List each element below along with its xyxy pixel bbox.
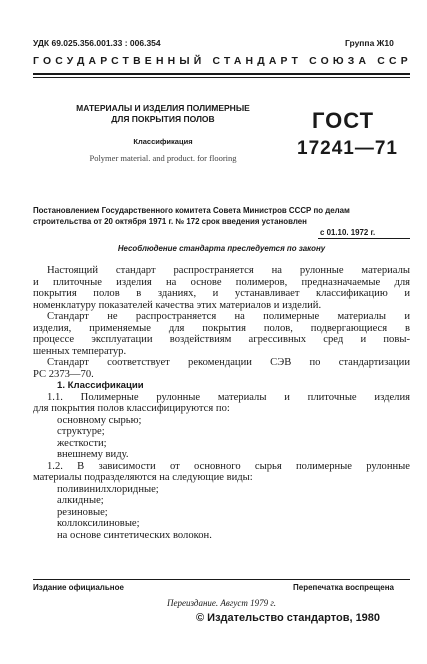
list-item: поливинилхлоридные; xyxy=(57,483,159,495)
body-line: материалы подразделяются на следующие виды: xyxy=(33,472,253,483)
body-line: 1.1. Полимерные рулонные материалы и плиточные изделия xyxy=(47,391,410,403)
list-item: резиновые; xyxy=(57,506,108,518)
list-item: структуре; xyxy=(57,426,105,437)
official-edition: Издание официальное xyxy=(33,583,124,592)
reissue-note: Переиздание. Август 1979 г. xyxy=(167,598,276,608)
body-line: Стандарт не распространяется на полимерные материалы и xyxy=(47,311,410,322)
document-subtitle: Классификация xyxy=(133,137,193,146)
gost-number: 17241—71 xyxy=(297,138,398,159)
footer-rule xyxy=(33,579,410,580)
list-item: основному сырью; xyxy=(57,414,142,426)
group-code: Группа Ж10 xyxy=(345,38,394,48)
penalty-notice: Несоблюдение стандарта преследуется по закону xyxy=(117,244,326,253)
list-item: жесткости; xyxy=(57,437,107,449)
standard-title: ГОСУДАРСТВЕННЫЙ СТАНДАРТ СОЮЗА ССР xyxy=(33,56,412,67)
list-item: коллоксилиновые; xyxy=(57,518,140,529)
list-item: алкидные; xyxy=(57,495,104,506)
decree-line-1: Постановлением Государственного комитета Совета Министров СССР по делам xyxy=(33,206,350,215)
body-line: Настоящий стандарт распространяется на рулонные материалы xyxy=(47,265,410,276)
body-line: номенклатуру показателей качества этих материалов и изделий. xyxy=(33,299,322,311)
body-line: покрытия полов в зданиях, и устанавливает классификацию и xyxy=(33,288,410,299)
document-title xyxy=(33,103,293,125)
list-item: внешнему виду. xyxy=(57,449,129,460)
gost-label: ГОСТ xyxy=(312,108,375,133)
effective-date: с 01.10. 1972 г. xyxy=(320,228,376,237)
reprint-notice: Перепечатка воспрещена xyxy=(293,583,394,592)
body-text xyxy=(33,265,410,541)
body-line: шенных температур. xyxy=(33,345,127,357)
title-line-1: МАТЕРИАЛЫ И ИЗДЕЛИЯ ПОЛИМЕРНЫЕ xyxy=(76,103,250,113)
body-line: для покрытия полов классифицируются по: xyxy=(33,403,230,414)
decree-text xyxy=(33,205,410,227)
publisher-copyright: © Издательство стандартов, 1980 xyxy=(196,612,381,624)
body-line: процессе эксплуатации воздействиям агрессивных сред и повы- xyxy=(33,334,410,345)
udk-code: УДК 69.025.356.001.33 : 006.354 xyxy=(33,38,161,48)
body-line: Стандарт соответствует рекомендации СЭВ по стандартизации xyxy=(47,357,410,368)
section-heading: 1. Классификации xyxy=(57,380,144,391)
list-item: на основе синтетических волокон. xyxy=(57,529,212,541)
decree-line-2: строительства от 20 октября 1971 г. № 172 срок введения установлен xyxy=(33,217,307,226)
body-line: 1.2. В зависимости от основного сырья полимерные рулонные xyxy=(47,460,410,472)
header-rule-thin xyxy=(33,77,410,78)
body-line: РС 2373—70. xyxy=(33,368,94,380)
effective-date-underline xyxy=(318,238,410,239)
header-rule-thick xyxy=(33,73,410,75)
title-line-2: ДЛЯ ПОКРЫТИЯ ПОЛОВ xyxy=(111,114,215,124)
english-title: Polymer material. and product. for flooring xyxy=(89,153,237,163)
body-line: изделия, применяемые для покрытия полов, подвергающиеся в xyxy=(33,322,410,334)
body-line: и плиточные изделия на основе полимеров, предназначаемые для xyxy=(33,276,410,288)
